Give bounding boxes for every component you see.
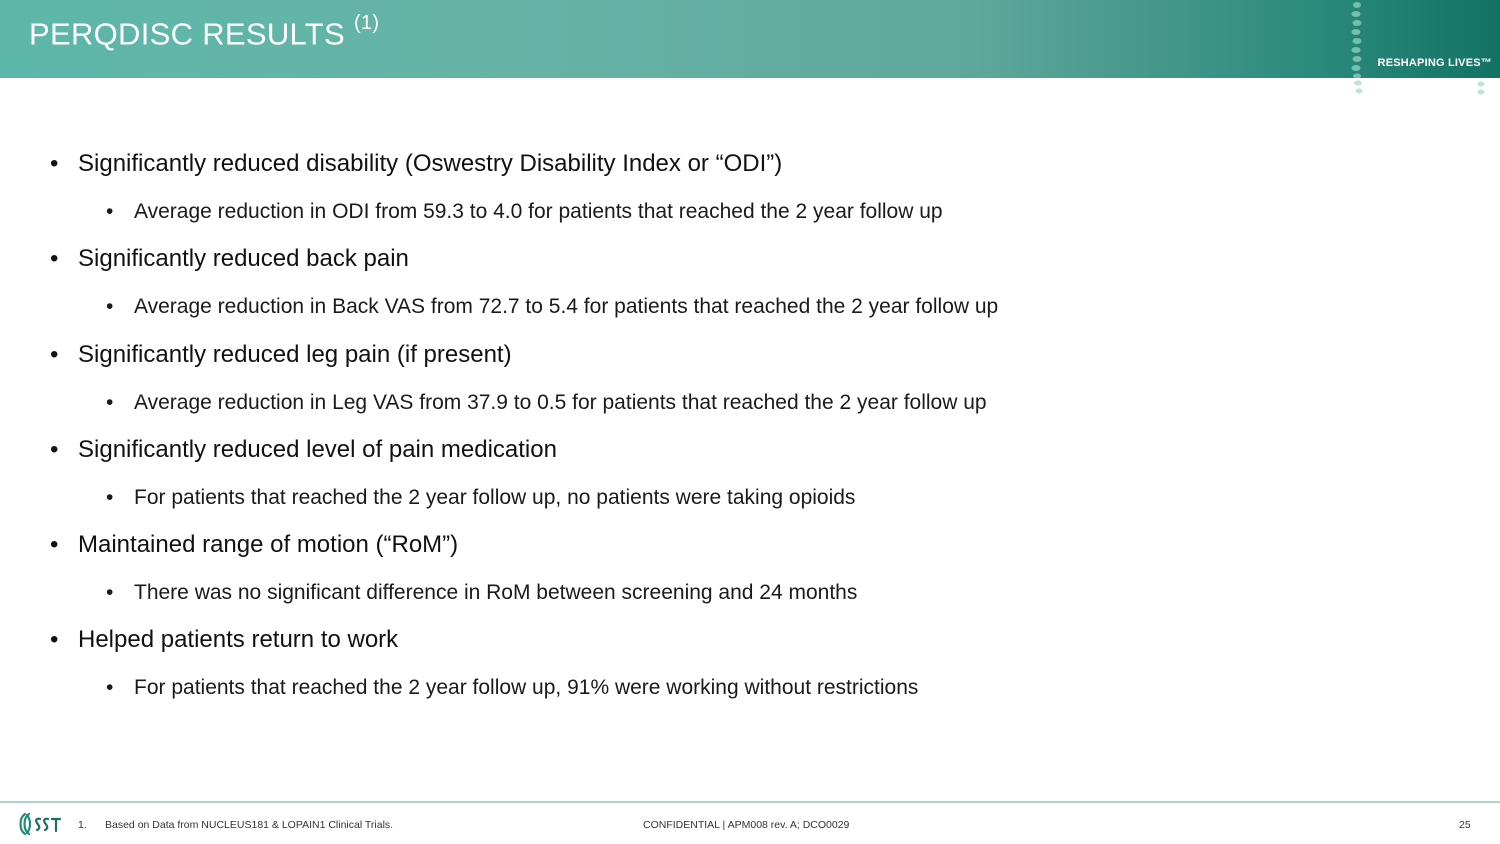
footer-divider bbox=[0, 801, 1500, 803]
bullet-detail-text: For patients that reached the 2 year follow up, no patients were taking opioids bbox=[134, 486, 856, 509]
bullet-heading bbox=[50, 341, 512, 369]
bullet-dot-icon: • bbox=[106, 676, 114, 699]
page-title-footnote-ref: (1) bbox=[353, 12, 380, 34]
spine-decoration-icon bbox=[1350, 0, 1364, 78]
bullet-dot-icon: • bbox=[50, 531, 59, 558]
bullet-detail bbox=[106, 391, 987, 415]
header-bar bbox=[0, 0, 1500, 78]
page-number: 25 bbox=[1459, 819, 1471, 831]
bullet-dot-icon: • bbox=[106, 200, 114, 223]
bullet-dot-icon: • bbox=[50, 436, 59, 463]
footnote-text: Based on Data from NUCLEUS181 & LOPAIN1 Clinical Trials. bbox=[105, 819, 394, 831]
bullet-detail-text: Average reduction in Back VAS from 72.7 to 5.4 for patients that reached the 2 year follow up bbox=[134, 295, 999, 318]
bullet-heading bbox=[50, 436, 557, 464]
bullet-dot-icon: • bbox=[106, 486, 114, 509]
bullet-dot-icon: • bbox=[50, 245, 59, 272]
bullet-heading-text: Significantly reduced leg pain (if present) bbox=[78, 341, 512, 368]
bullet-dot-icon: • bbox=[50, 626, 59, 653]
bullet-detail bbox=[106, 676, 918, 700]
bullet-detail bbox=[106, 486, 855, 510]
spine-tail-icon bbox=[1352, 78, 1366, 98]
bullet-heading-text: Maintained range of motion (“RoM”) bbox=[78, 531, 459, 558]
bullet-dot-icon: • bbox=[106, 391, 114, 414]
bullet-heading bbox=[50, 626, 398, 654]
footnote-number: 1. bbox=[78, 819, 87, 831]
bullet-heading-text: Significantly reduced level of pain medication bbox=[78, 436, 557, 463]
bullet-dot-icon: • bbox=[50, 341, 59, 368]
bullet-detail-text: Average reduction in ODI from 59.3 to 4.0 for patients that reached the 2 year follow up bbox=[134, 200, 943, 223]
bullet-detail-text: There was no significant difference in RoM between screening and 24 months bbox=[134, 581, 858, 604]
spine-right-icon bbox=[1474, 68, 1488, 98]
bullet-detail bbox=[106, 581, 857, 605]
bullet-detail bbox=[106, 295, 998, 319]
bullet-dot-icon: • bbox=[50, 150, 59, 177]
bullet-dot-icon: • bbox=[106, 581, 114, 604]
bullet-heading-text: Helped patients return to work bbox=[78, 626, 399, 653]
page-title bbox=[29, 12, 380, 52]
bullet-heading-text: Significantly reduced disability (Oswestry Disability Index or “ODI”) bbox=[78, 150, 783, 177]
bullet-detail-text: Average reduction in Leg VAS from 37.9 to 0.5 for patients that reached the 2 year follow up bbox=[134, 391, 987, 414]
bullet-heading bbox=[50, 150, 782, 178]
bullet-detail-text: For patients that reached the 2 year follow up, 91% were working without restrictions bbox=[134, 676, 919, 699]
bullet-heading bbox=[50, 531, 458, 559]
bullet-heading-text: Significantly reduced back pain bbox=[78, 245, 409, 272]
confidential-notice: CONFIDENTIAL | APM008 rev. A; DCO0029 bbox=[643, 819, 850, 831]
page-title-text: PERQDISC RESULTS bbox=[29, 16, 346, 52]
sst-logo-icon bbox=[16, 812, 68, 836]
bullet-detail bbox=[106, 200, 943, 224]
bullet-heading bbox=[50, 245, 409, 273]
tagline: RESHAPING LIVES™ bbox=[1377, 57, 1492, 69]
bullet-dot-icon: • bbox=[106, 295, 114, 318]
